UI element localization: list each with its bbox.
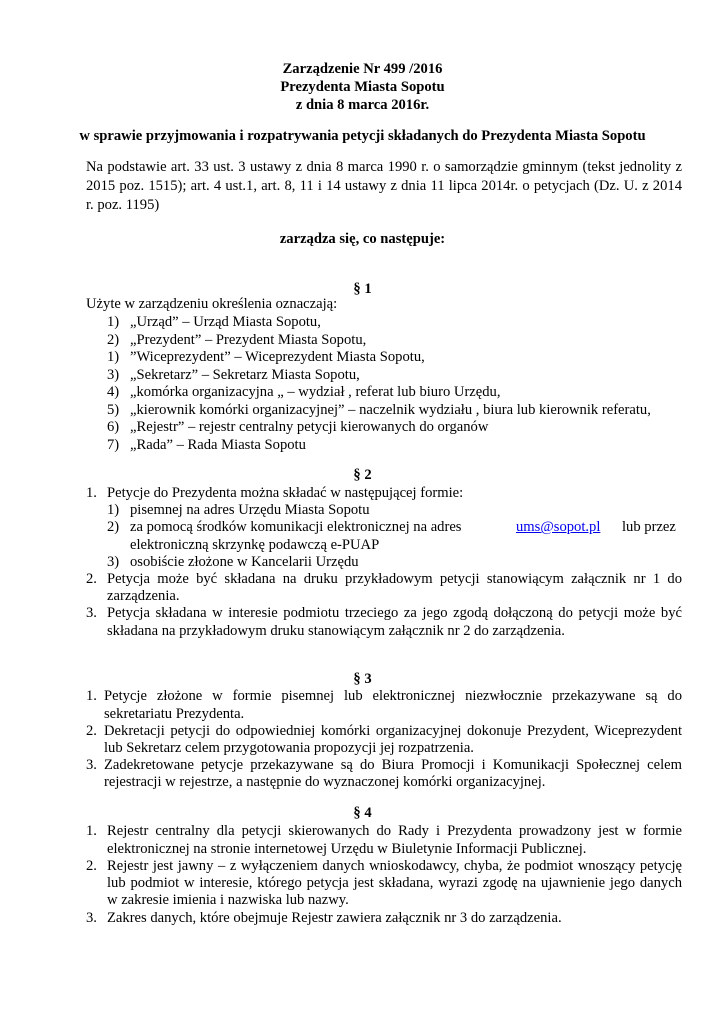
section-4-title: § 4 bbox=[353, 805, 372, 821]
section-3-paragraph-3-line-2: rejestracji w rejestrze, a następnie do wyznaczonej komórki organizacyjnej. bbox=[104, 774, 546, 790]
list-item-number: 3) bbox=[107, 554, 120, 570]
decree-clause: zarządza się, co następuje: bbox=[279, 231, 446, 247]
list-item-number: 1) bbox=[107, 502, 120, 518]
section-2-title: § 2 bbox=[353, 467, 372, 483]
legal-basis-line-1: Na podstawie art. 33 ust. 3 ustawy z dnia 8 marca 1990 r. o samorządzie gminnym (tekst jednolity z bbox=[86, 159, 682, 175]
list-item-number: 2) bbox=[107, 519, 120, 535]
section-3-title: § 3 bbox=[353, 671, 372, 687]
decree-date: z dnia 8 marca 2016r. bbox=[295, 97, 430, 113]
list-item-number: 3) bbox=[107, 367, 120, 383]
section-4-paragraph-2-line-1: Rejestr jest jawny – z wyłączeniem danych wnioskodawcy, chyba, że podmiot wnoszący petycję bbox=[107, 858, 682, 874]
decree-number: Zarządzenie Nr 499 /2016 bbox=[282, 61, 443, 77]
legal-basis-line-3: r. poz. 1195) bbox=[86, 197, 160, 213]
paragraph-number: 1. bbox=[86, 688, 97, 704]
section-2-paragraph-3-line-2: składana na przykładowym druku stanowiącym załącznik nr 2 do zarządzenia. bbox=[107, 623, 565, 639]
section-3-paragraph-1-line-2: sekretariatu Prezydenta. bbox=[104, 706, 245, 722]
section-4-paragraph-1-line-1: Rejestr centralny dla petycji skierowanych do Rady i Prezydenta prowadzony jest w formie bbox=[107, 823, 682, 839]
section-3-paragraph-3-line-1: Zadekretowane petycje przekazywane są do Biura Promocji i Komunikacji Społecznej celem bbox=[104, 757, 682, 773]
list-item: „Sekretarz” – Sekretarz Miasta Sopotu, bbox=[130, 367, 360, 383]
section-3-paragraph-2-line-2: lub Sekretarz celem przygotowania propozycji jej rozpatrzenia. bbox=[104, 740, 474, 756]
section-1-intro: Użyte w zarządzeniu określenia oznaczają: bbox=[86, 296, 338, 312]
section-4-paragraph-2-line-2: lub podmiot w interesie, którego petycja jest składana, wyrazi zgodę na ujawnienie jego danych bbox=[107, 875, 682, 891]
section-2-paragraph-3-line-1: Petycja składana w interesie podmiotu trzeciego za jego zgodą dołączoną do petycji może być bbox=[107, 605, 682, 621]
list-item-number: 2) bbox=[107, 332, 120, 348]
section-2-paragraph-1: Petycje do Prezydenta można składać w następującej formie: bbox=[107, 485, 464, 501]
section-2-paragraph-2-line-1: Petycja może być składana na druku przykładowym petycji stanowiącym załącznik nr 1 do bbox=[107, 571, 682, 587]
decree-subject: w sprawie przyjmowania i rozpatrywania petycji składanych do Prezydenta Miasta Sopotu bbox=[79, 128, 646, 144]
list-item: „kierownik komórki organizacyjnej” – naczelnik wydziału , biura lub kierownik referatu, bbox=[130, 402, 651, 418]
list-item: ”Wiceprezydent” – Wiceprezydent Miasta Sopotu, bbox=[130, 349, 425, 365]
section-3-paragraph-2-line-1: Dekretacji petycji do odpowiedniej komórki organizacyjnej dokonuje Prezydent, Wiceprezydent bbox=[104, 723, 682, 739]
legal-basis-line-2: 2015 poz. 1515); art. 4 ust.1, art. 8, 11 i 14 ustawy z dnia 11 lipca 2014r. o petycjach (Dz. U. z 2014 bbox=[86, 178, 682, 194]
list-item: „Prezydent” – Prezydent Miasta Sopotu, bbox=[130, 332, 367, 348]
section-3-paragraph-1-line-1: Petycje złożone w formie pisemnej lub elektronicznej niezwłocznie przekazywane są do bbox=[104, 688, 682, 704]
section-1-title: § 1 bbox=[353, 281, 372, 297]
list-item-number: 7) bbox=[107, 437, 120, 453]
list-item: „Rejestr” – rejestr centralny petycji kierowanych do organów bbox=[130, 419, 489, 435]
list-item-number: 1) bbox=[107, 349, 120, 365]
list-item-number: 5) bbox=[107, 402, 120, 418]
list-item: pisemnej na adres Urzędu Miasta Sopotu bbox=[130, 502, 370, 518]
list-item: „komórka organizacyjna „ – wydział , referat lub biuro Urzędu, bbox=[130, 384, 501, 400]
email-link[interactable]: ums@sopot.pl bbox=[516, 519, 601, 535]
section-4-paragraph-1-line-2: elektronicznej na stronie internetowej Urzędu w Biuletynie Informacji Publicznej. bbox=[107, 841, 587, 857]
list-item: osobiście złożone w Kancelarii Urzędu bbox=[130, 554, 359, 570]
paragraph-number: 3. bbox=[86, 910, 97, 926]
paragraph-number: 2. bbox=[86, 571, 97, 587]
paragraph-number: 1. bbox=[86, 823, 97, 839]
issuer: Prezydenta Miasta Sopotu bbox=[280, 79, 445, 95]
section-4-paragraph-2-line-3: w zakresie imienia i nazwiska lub nazwy. bbox=[107, 892, 349, 908]
list-item-email-post: lub przez bbox=[622, 519, 676, 535]
paragraph-number: 3. bbox=[86, 605, 97, 621]
list-item-number: 4) bbox=[107, 384, 120, 400]
paragraph-number: 2. bbox=[86, 723, 97, 739]
list-item: „Rada” – Rada Miasta Sopotu bbox=[130, 437, 306, 453]
section-4-paragraph-3: Zakres danych, które obejmuje Rejestr zawiera załącznik nr 3 do zarządzenia. bbox=[107, 910, 562, 926]
list-item-number: 6) bbox=[107, 419, 120, 435]
paragraph-number: 3. bbox=[86, 757, 97, 773]
list-item-number: 1) bbox=[107, 314, 120, 330]
list-item-continuation: elektroniczną skrzynkę podawczą e-PUAP bbox=[130, 537, 380, 553]
paragraph-number: 1. bbox=[86, 485, 97, 501]
list-item-email-pre: za pomocą środków komunikacji elektronicznej na adres bbox=[130, 519, 462, 535]
paragraph-number: 2. bbox=[86, 858, 97, 874]
list-item: „Urząd” – Urząd Miasta Sopotu, bbox=[130, 314, 321, 330]
section-2-paragraph-2-line-2: zarządzenia. bbox=[107, 588, 180, 604]
